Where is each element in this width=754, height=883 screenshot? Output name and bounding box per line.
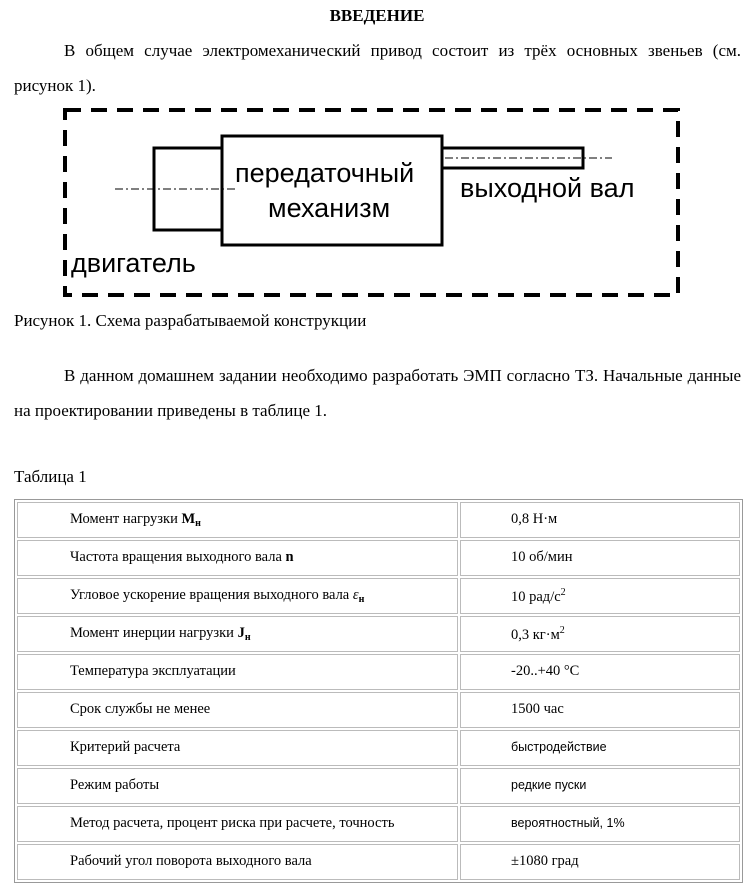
param-cell [17,806,458,842]
table-row [17,692,740,728]
param-cell [17,616,458,652]
label-gear-2: механизм [268,193,391,223]
param-cell [17,844,458,880]
figure-caption: Рисунок 1. Схема разрабатываемой конструкции [14,311,367,330]
value-superscript: 2 [559,625,565,636]
value-cell [460,502,740,538]
task-text: В данном домашнем задании необходимо разработать ЭМП согласно ТЗ. Начальные данные на проектировании приведены в таблице 1. [14,366,741,420]
value-superscript: 2 [560,587,566,598]
param-label: Момент нагрузки [70,511,182,527]
structure-diagram [0,100,754,310]
param-value: вероятностный, 1% [511,816,625,830]
label-shaft: выходной вал [460,173,635,203]
label-engine: двигатель [71,248,196,278]
param-subscript: н [358,594,365,605]
param-symbol: J [237,625,245,641]
param-subscript: н [244,632,251,643]
table-row [17,654,740,690]
param-symbol: ε [352,587,359,603]
param-label: Момент инерции нагрузки [70,625,238,641]
table-row [17,502,740,538]
param-label: Рабочий угол поворота выходного вала [70,853,312,869]
value-cell [460,578,740,614]
heading: ВВЕДЕНИЕ [329,6,425,25]
table-row [17,768,740,804]
param-cell [17,540,458,576]
value-cell [460,540,740,576]
param-value: 10 рад/с [511,589,561,605]
param-cell [17,502,458,538]
value-cell [460,654,740,690]
value-cell [460,806,740,842]
param-label: Температура эксплуатации [70,663,236,679]
param-value: 1500 час [511,701,564,717]
param-symbol: M [181,511,196,527]
param-value: 10 об/мин [511,549,573,565]
table-caption: Таблица 1 [14,467,87,486]
param-label: Критерий расчета [70,739,181,755]
param-value: ±1080 град [511,853,579,869]
value-cell [460,844,740,880]
param-value: 0,3 кг·м [511,627,560,643]
param-label: Срок службы не менее [70,701,211,717]
param-value: -20..+40 °C [511,663,580,679]
table-row [17,730,740,766]
table-row [17,578,740,614]
value-cell [460,692,740,728]
param-cell [17,768,458,804]
task-paragraph [14,358,741,428]
parameters-table [14,499,743,883]
param-value: редкие пуски [511,778,587,792]
param-subscript: н [195,518,201,529]
intro-text: В общем случае электромеханический привод состоит из трёх основных звеньев (см. рисунок 1). [14,41,741,95]
table-row [17,806,740,842]
intro-paragraph [14,33,741,103]
value-cell [460,730,740,766]
label-gear-1: передаточный [235,158,415,188]
param-label: Угловое ускорение вращения выходного вала [70,587,353,603]
param-cell [17,692,458,728]
value-cell [460,616,740,652]
param-label: Метод расчета, процент риска при расчете, точность [70,815,395,831]
param-cell [17,578,458,614]
param-cell [17,654,458,690]
mechanism-block [222,136,442,245]
param-label: Режим работы [70,777,160,793]
param-symbol: n [285,549,294,565]
param-value: 0,8 Н·м [511,511,558,527]
table-row [17,616,740,652]
param-value: быстродействие [511,740,607,754]
param-cell [17,730,458,766]
table-row [17,844,740,880]
param-label: Частота вращения выходного вала [70,549,286,565]
value-cell [460,768,740,804]
table-row [17,540,740,576]
